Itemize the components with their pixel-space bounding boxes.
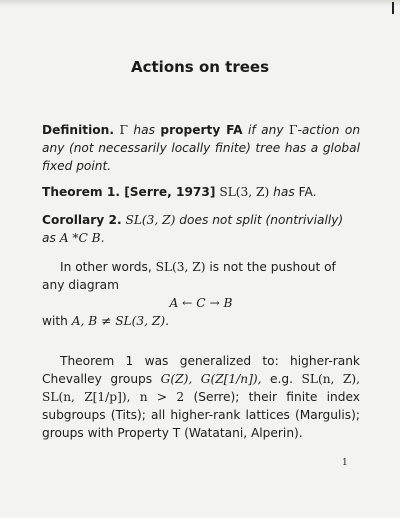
- corollary-2-label: Corollary 2.: [42, 213, 122, 227]
- theorem-1-has: has: [273, 185, 295, 199]
- theorem-1-label: Theorem 1. [Serre, 1973]: [42, 185, 216, 199]
- theorem-1-block: [42, 183, 360, 201]
- paragraph-1-group: SL(3, Z): [155, 260, 206, 274]
- paragraph-2: [42, 352, 360, 442]
- corollary-2-amalgam: A *C B.: [59, 231, 105, 245]
- page-number: 1: [342, 458, 348, 468]
- definition-text-2: -action on any (not necessarily locally finite) tree has a global fixed point.: [42, 123, 361, 173]
- sl-n-p-group: SL(n, Z[1/p]), n > 2: [42, 390, 185, 404]
- paragraph-2-text-a: Theorem 1 was generalized to: higher-rank Chevalley groups: [42, 354, 360, 386]
- corollary-2-text: does not split (nontrivially) as: [42, 213, 344, 245]
- corollary-2-block: [42, 211, 360, 247]
- page-title: Actions on trees: [131, 58, 269, 76]
- theorem-1-fa: FA.: [298, 185, 317, 199]
- scan-mark: [392, 2, 394, 14]
- paragraph-1-text-b: is not the pushout of any diagram: [42, 260, 336, 292]
- paragraph-1: [42, 258, 360, 330]
- pushout-diagram: A ← C → B: [169, 296, 233, 310]
- theorem-1-group: SL(3, Z): [219, 185, 270, 199]
- definition-block: [42, 121, 360, 175]
- page-top-edge: [0, 0, 400, 6]
- condition-formula: A, B ≠ SL(3, Z).: [71, 314, 169, 328]
- gamma-symbol-2: Γ: [289, 123, 298, 137]
- chevalley-groups: G(Z), G(Z[1/n]),: [160, 372, 262, 386]
- property-fa-term: property FA: [160, 123, 243, 137]
- paragraph-1-text: [42, 258, 360, 294]
- with-text: with: [42, 314, 68, 328]
- gamma-symbol: Γ: [119, 123, 128, 137]
- definition-text-1: if any: [247, 123, 284, 137]
- eg-group: SL(n, Z),: [301, 372, 361, 386]
- paragraph-2-text-b: (Serre); their finite index subgroups (Tits); all higher-rank lattices (Margulis); groups with Property T (Watatani, Alperin).: [42, 390, 360, 440]
- definition-label: Definition.: [42, 123, 114, 137]
- paragraph-1-text-a: In other words,: [60, 260, 152, 274]
- corollary-2-group: SL(3, Z): [125, 213, 176, 227]
- paragraph-1-condition-line: [42, 312, 360, 330]
- eg-text: e.g.: [270, 372, 294, 386]
- has-text: has: [133, 123, 155, 137]
